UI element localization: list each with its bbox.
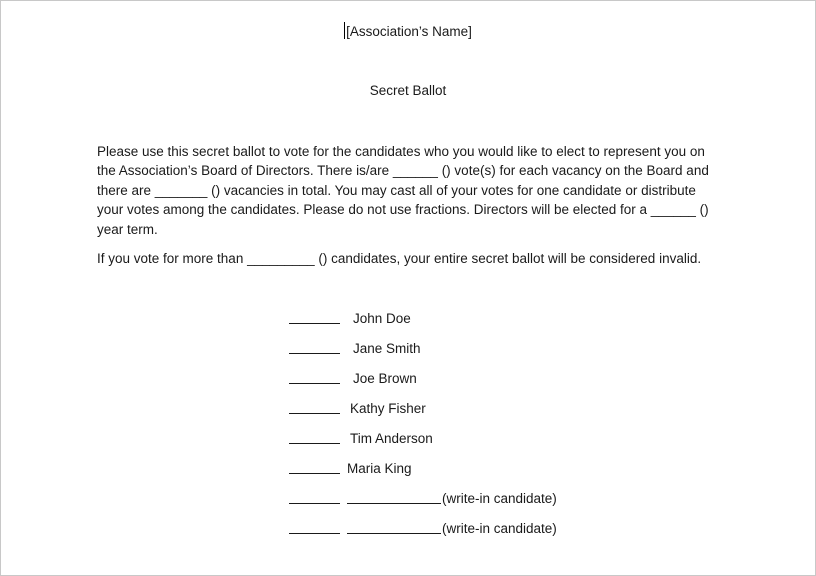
candidate-row-maria-king	[289, 459, 412, 479]
text-cursor	[344, 22, 345, 39]
write-in-label: (write-in candidate)	[442, 491, 557, 506]
vote-blank[interactable]	[289, 489, 340, 504]
candidate-row-joe-brown	[289, 369, 417, 389]
document-title: Secret Ballot	[369, 83, 447, 98]
association-name-line[interactable]	[1, 22, 815, 41]
vote-blank[interactable]	[289, 459, 340, 474]
candidate-row-john-doe	[289, 309, 411, 329]
write-in-label: (write-in candidate)	[442, 521, 557, 536]
write-in-row-2	[289, 519, 609, 539]
write-in-name-blank[interactable]	[347, 489, 441, 504]
candidate-name: Maria King	[347, 461, 412, 476]
vote-blank[interactable]	[289, 339, 340, 354]
vote-blank[interactable]	[289, 369, 340, 384]
candidate-name: John Doe	[353, 311, 411, 326]
candidate-name: Tim Anderson	[350, 431, 433, 446]
candidate-row-tim-anderson	[289, 429, 433, 449]
candidate-row-jane-smith	[289, 339, 421, 359]
association-name: [Association’s Name]	[346, 24, 472, 39]
candidate-name: Joe Brown	[353, 371, 417, 386]
vote-blank[interactable]	[289, 429, 340, 444]
write-in-name-blank[interactable]	[347, 519, 441, 534]
vote-blank[interactable]	[289, 309, 340, 324]
instructions-paragraph: Please use this secret ballot to vote for the candidates who you would like to elect to represent you on the Association’s Board of Directors. There is/are ______ () vote(s) for each vacancy on the Board and there are _______ () vacancies in total. You may cast all of your votes for one candidate or distribute your votes among the candidates. Please do not use fractions. Directors will be elected for a ______ () year term.	[97, 144, 709, 237]
candidate-name: Kathy Fisher	[350, 401, 426, 416]
invalid-ballot-paragraph: If you vote for more than _________ () candidates, your entire secret ballot will be considered invalid.	[97, 251, 702, 266]
write-in-row-1	[289, 489, 609, 509]
vote-blank[interactable]	[289, 399, 340, 414]
vote-blank[interactable]	[289, 519, 340, 534]
candidate-row-kathy-fisher	[289, 399, 426, 419]
candidate-name: Jane Smith	[353, 341, 421, 356]
